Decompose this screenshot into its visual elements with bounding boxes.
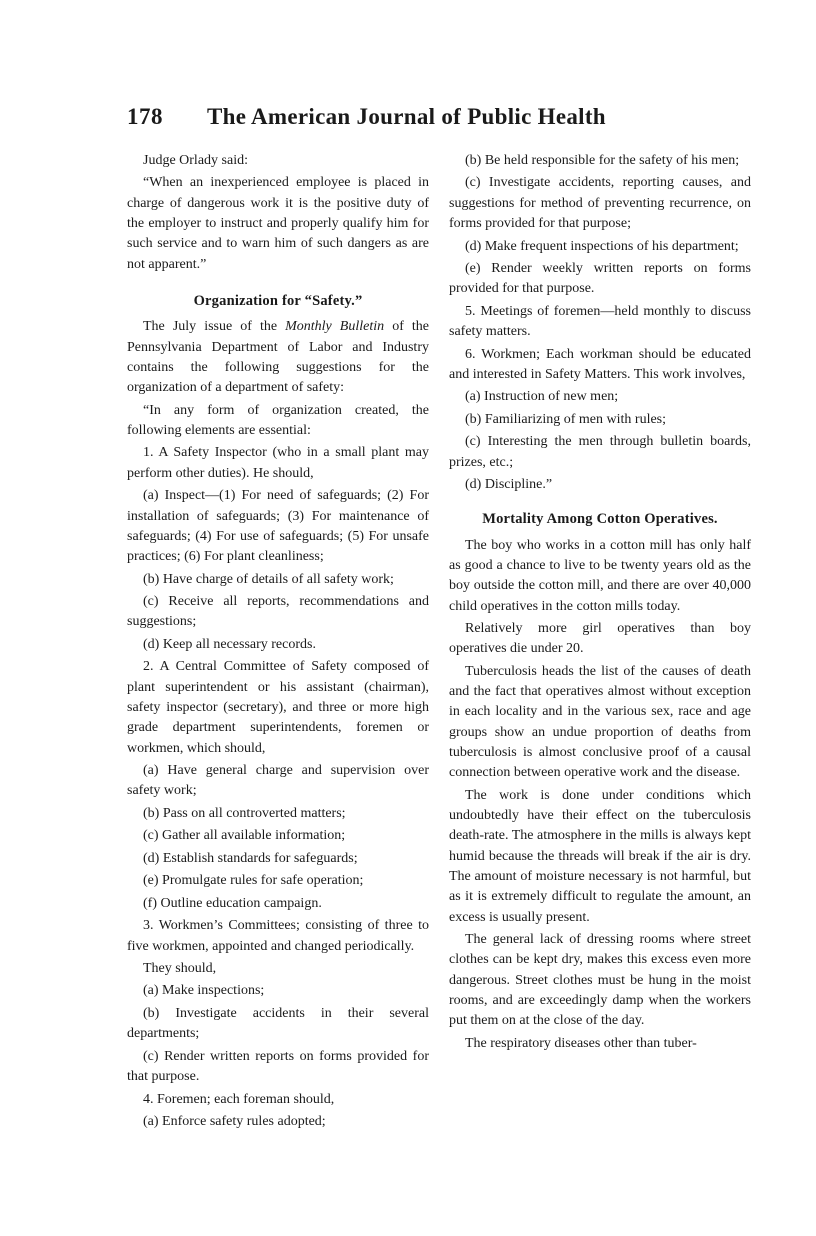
list-item: (e) Promulgate rules for safe operation; [143, 873, 364, 889]
page-header [127, 104, 647, 144]
paragraph: Tuberculosis heads the list of the causes of death and the fact that operatives almost without exception in each locality and in the various sex, race and age groups show an undue proportion of deaths from tuberculosis is almost conclusive proof of a causal connection between operative work and the disease. [449, 663, 751, 781]
text-run: The July issue of the [143, 319, 286, 335]
list-item: (b) Be held responsible for the safety of his men; [465, 153, 740, 168]
paragraph: Judge Orlady said: [143, 153, 248, 168]
section-heading-mortality: Mortality Among Cotton Operatives. [482, 511, 718, 528]
list-item: 3. Workmen’s Committees; consisting of three to five workmen, appointed and changed periodically. [127, 918, 429, 954]
page-number: 178 [127, 104, 163, 129]
list-item: (d) Make frequent inspections of his department; [465, 238, 739, 254]
list-item: 4. Foremen; each foreman should, [143, 1091, 335, 1107]
list-item: (d) Discipline.” [465, 477, 553, 493]
list-item: (c) Interesting the men through bulletin boards, prizes, etc.; [449, 434, 751, 470]
list-item: (a) Have general charge and supervision over safety work; [127, 763, 429, 799]
paragraph: The general lack of dressing rooms where street clothes can be kept dry, makes this excess even more dangerous. Street clothes must be hung in the moist rooms, and are exceedingly damp when the workers put them on at the close of the day. [449, 932, 751, 1029]
list-item: (c) Investigate accidents, reporting causes, and suggestions for method of preventing recurrence, on forms provided for that purpose; [449, 175, 751, 232]
left-column [127, 151, 429, 1134]
list-item: (c) Gather all available information; [143, 828, 346, 844]
paragraph: They should, [143, 960, 217, 976]
paragraph: The work is done under conditions which undoubtedly have their effect on the tuberculosis death-rate. The atmosphere in the mills is always kept humid because the threads will break if the air is dry. The amount of moisture necessary is not harmful, but as it is extremely difficult to regulate the amount, an excess is usually present. [449, 787, 751, 925]
paragraph: Relatively more girl operatives than boy operatives die under 20. [449, 621, 751, 657]
list-item: (a) Make inspections; [143, 983, 265, 999]
list-item: (a) Enforce safety rules adopted; [143, 1114, 326, 1129]
list-item: (b) Investigate accidents in their several departments; [127, 1005, 429, 1042]
list-item: 6. Workmen; Each workman should be educated and interested in Safety Matters. This work involves, [449, 346, 751, 382]
list-item: (b) Pass on all controverted matters; [143, 805, 346, 821]
list-item: (d) Establish standards for safeguards; [143, 850, 358, 866]
list-item: 2. A Central Committee of Safety composed of plant superintendent or his assistant (chairman), safety inspector (secretary), and three or more high grade department superintendents, foremen or workmen, which should, [127, 659, 429, 756]
list-item: (f) Outline education campaign. [143, 895, 322, 911]
journal-title: The American Journal of Public Health [207, 104, 606, 129]
paragraph [127, 317, 429, 398]
list-item: (d) Keep all necessary records. [143, 636, 316, 652]
list-item: (b) Have charge of details of all safety work; [143, 571, 394, 587]
list-item: (c) Render written reports on forms provided for that purpose. [127, 1048, 429, 1085]
quote-paragraph: “When an inexperienced employee is placed in charge of dangerous work it is the positive duty of the employer to instruct and properly qualify him for such service and to warn him of such dangers as are not apparent.” [127, 175, 429, 272]
list-item: (a) Inspect—(1) For need of safeguards; (2) For installation of safeguards; (3) For maintenance of safeguards; (4) For use of safeguards; (5) For unsafe practices; (6) For plant cleanliness; [127, 488, 429, 565]
paragraph: “In any form of organization created, the following elements are essential: [127, 402, 429, 438]
bulletin-title: Monthly Bulletin [285, 319, 385, 335]
right-column [449, 151, 751, 1056]
list-item: 1. A Safety Inspector (who in a small plant may perform other duties). He should, [127, 445, 429, 481]
list-item: 5. Meetings of foremen—held monthly to discuss safety matters. [449, 303, 751, 340]
list-item: (b) Familiarizing of men with rules; [465, 411, 667, 427]
text-run: of the Pennsylvania Department of Labor and Industry contains the following suggestions for the organization of a department of safety: [127, 319, 429, 396]
paragraph: The respiratory diseases other than tuber- [465, 1035, 697, 1051]
section-heading-organization: Organization for “Safety.” [193, 292, 363, 309]
list-item: (c) Receive all reports, recommendations and suggestions; [127, 594, 429, 630]
list-item: (e) Render weekly written reports on forms provided for that purpose. [449, 261, 751, 297]
list-item: (a) Instruction of new men; [465, 389, 619, 405]
paragraph: The boy who works in a cotton mill has only half as good a chance to live to be twenty years old as the boy outside the cotton mill, and there are over 40,000 child operatives in the cotton mills today. [449, 537, 751, 614]
